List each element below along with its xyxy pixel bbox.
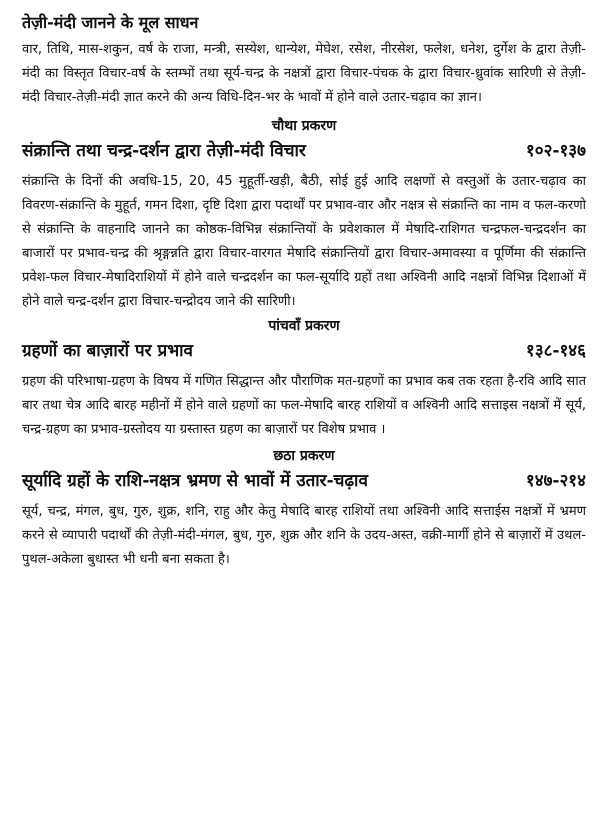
chapter-4-section <box>22 116 586 314</box>
chapter-6-title: सूर्यादि ग्रहों के राशि-नक्षत्र भ्रमण से भावों में उतार-चढ़ाव <box>22 471 368 491</box>
chapter-5-paragraph: ग्रहण की परिभाषा-ग्रहण के विषय में गणित सिद्धान्त और पौराणिक मत-ग्रहणों का प्रभाव कब तक रहता है-रवि आदि सात बार तथा चेत्र आदि बारह महीनों में होने वाले ग्रहणों का फल-मेषादि बारह राशियों व अश्विनी आदि सत्ताइस नक्षत्रों में सूर्य, चन्द्र-ग्रहण का प्रभाव-ग्रस्तोदय या ग्रस्तास्त ग्रहण का बाज़ारों पर विशेष प्रभाव । <box>22 374 586 437</box>
chapter-4-title: संक्रान्ति तथा चन्द्र-दर्शन द्वारा तेज़ी-मंदी विचार <box>22 141 306 161</box>
chapter-6-label: छठा प्रकरण <box>273 448 335 464</box>
chapter-5-title: ग्रहणों का बाज़ारों पर प्रभाव <box>22 341 194 361</box>
chapter-4-label: चौथा प्रकरण <box>271 118 337 134</box>
chapter-4-paragraph: संक्रान्ति के दिनों की अवधि-15, 20, 45 मुहूर्ती-खड़ी, बैठी, सोई हुई आदि लक्षणों से वस्तुओं के उतार-चढ़ाव का विवरण-संक्रान्ति के मुहूर्त, गमन दिशा, दृष्टि दिशा द्वारा पदार्थों पर प्रभाव-वार और नक्षत्र से संक्रान्ति का नाम व फल-करणो से संक्रान्ति के वाहनादि जानने का कोष्ठक-विभिन्न संक्रान्तियों के प्रवेशकाल में मेषादि-राशिगत चन्द्रफल-चन्द्रदर्शन का बाजारों पर प्रभाव-चन्द्र की श्रृङ्गन्नति द्वारा विचार-वारगत मेषादि संक्रान्तियों द्वारा विचार-अमावस्या व पूर्णिमा की संक्रान्ति प्रवेश-फल विचार-मेषादिराशियों में होने वाले चन्द्रदर्शन का फल-सूर्यादि ग्रहों तथा अश्विनी आदि नक्षत्रों विभिन्न दिशाओं में होने वाले चन्द्र-दर्शन द्वारा विचार-चन्द्रोदय जाने की सारिणी। <box>22 174 586 309</box>
chapter-5-section <box>22 316 586 442</box>
chapter-5-label: पांचवाँ प्रकरण <box>268 318 340 334</box>
chapter-6-page-range: १४७-२१४ <box>525 471 586 491</box>
chapter-6-section <box>22 446 586 572</box>
chapter-6-title-row <box>22 468 586 494</box>
chapter-5-page-range: १३८-१४६ <box>525 341 586 361</box>
chapter-6-paragraph: सूर्य, चन्द्र, मंगल, बुध, गुरु, शुक्र, शनि, राहु और केतु मेषादि बारह राशियों तथा अश्विनी आदि सत्ताईस नक्षत्रों में भ्रमण करने से व्यापारी पदार्थों की तेज़ी-मंदी-मंगल, बुध, गुरु, शुक्र और शनि के उदय-अस्त, वक्री-मार्गी होने से बाज़ारों में उथल-पुथल-अकेला बुधास्त भी धनी बना सकता है। <box>22 504 586 567</box>
chapter-4-title-row <box>22 138 586 164</box>
intro-section <box>22 12 586 110</box>
chapter-4-page-range: १०२-१३७ <box>525 141 586 161</box>
intro-paragraph: वार, तिथि, मास-शकुन, वर्ष के राजा, मन्त्री, सस्येश, धान्येश, मेघेश, रसेश, नीरसेश, फलेश, धनेश, दुर्गेश के द्वारा तेज़ी-मंदी का विस्तृत विचार-वर्ष के स्तम्भों तथा सूर्य-चन्द्र के नक्षत्रों द्वारा विचार-पंचक के द्वारा विचार-ध्रुवांक सारिणी से तेज़ी-मंदी विचार-तेज़ी-मंदी ज्ञात करने की अन्य विधि-दिन-भर के भावों में होने वाले उतार-चढ़ाव का ज्ञान। <box>22 42 586 105</box>
chapter-5-title-row <box>22 338 586 364</box>
intro-heading: तेज़ी-मंदी जानने के मूल साधन <box>22 13 199 32</box>
